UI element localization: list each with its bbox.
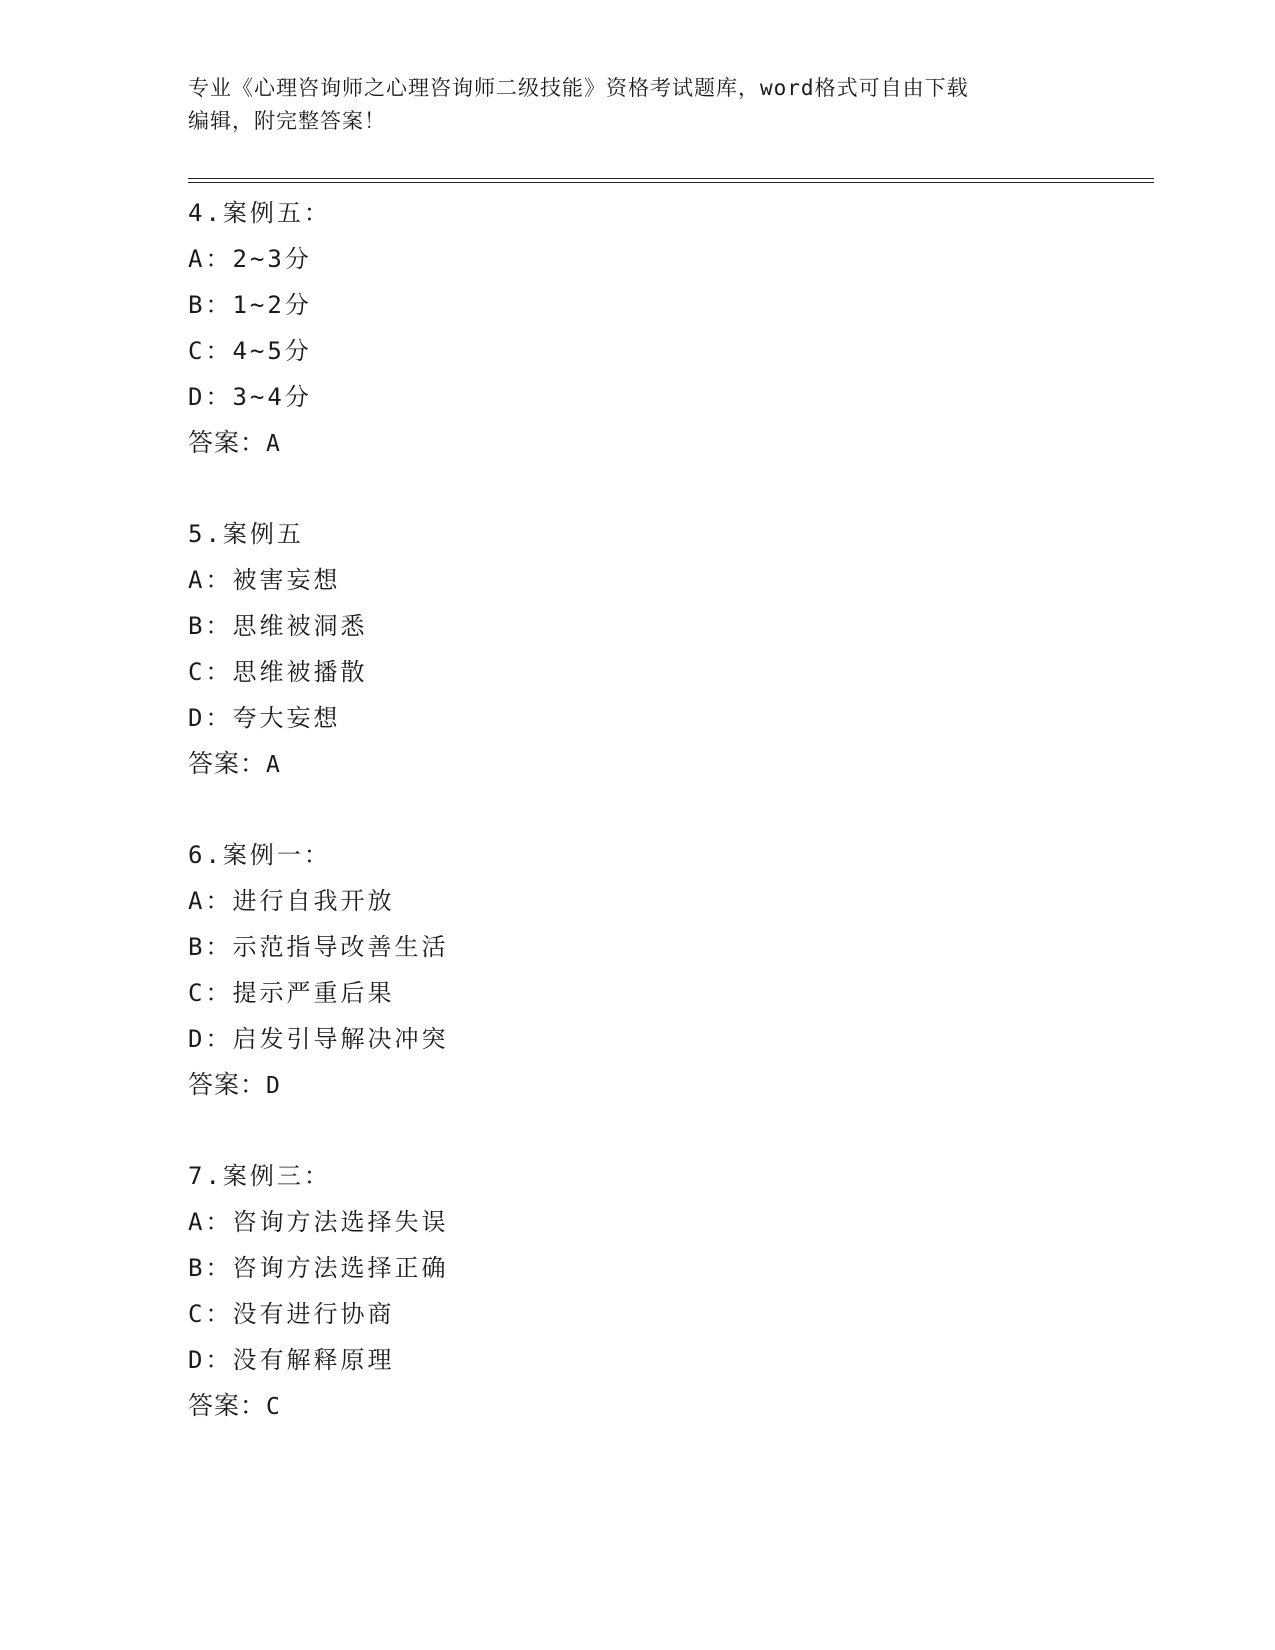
option-a: A：被害妄想 bbox=[188, 566, 341, 594]
option-a: A：2~3分 bbox=[188, 245, 312, 273]
question-4 bbox=[188, 190, 1088, 466]
question-6 bbox=[188, 832, 1088, 1108]
header-divider-top bbox=[188, 178, 1154, 179]
option-d: D：夸大妄想 bbox=[188, 704, 341, 732]
question-title: 7.案例三： bbox=[188, 1162, 331, 1190]
answer-label: 答案： bbox=[188, 749, 267, 778]
document-header bbox=[188, 72, 1088, 138]
answer-line bbox=[188, 420, 1088, 466]
option-c: C：没有进行协商 bbox=[188, 1300, 395, 1328]
header-line-1: 专业《心理咨询师之心理咨询师二级技能》资格考试题库，word格式可自由下载 bbox=[188, 76, 969, 100]
answer-value: D bbox=[266, 1073, 281, 1099]
option-c: C：4~5分 bbox=[188, 337, 312, 365]
answer-value: A bbox=[266, 752, 281, 778]
option-a: A：进行自我开放 bbox=[188, 887, 395, 915]
answer-line bbox=[188, 1062, 1088, 1108]
option-c: C：思维被播散 bbox=[188, 658, 368, 686]
option-c: C：提示严重后果 bbox=[188, 979, 395, 1007]
header-divider-bottom bbox=[188, 182, 1154, 183]
question-title: 6.案例一： bbox=[188, 841, 331, 869]
option-d: D：3~4分 bbox=[188, 383, 312, 411]
option-b: B：咨询方法选择正确 bbox=[188, 1254, 449, 1282]
header-line-2: 编辑，附完整答案！ bbox=[188, 109, 386, 133]
answer-value: C bbox=[266, 1394, 281, 1420]
answer-line bbox=[188, 1383, 1088, 1429]
answer-line bbox=[188, 741, 1088, 787]
option-b: B：思维被洞悉 bbox=[188, 612, 368, 640]
option-d: D：没有解释原理 bbox=[188, 1346, 395, 1374]
option-b: B：1~2分 bbox=[188, 291, 312, 319]
answer-value: A bbox=[266, 431, 281, 457]
question-list bbox=[188, 190, 1088, 1474]
option-b: B：示范指导改善生活 bbox=[188, 933, 449, 961]
answer-label: 答案： bbox=[188, 1391, 267, 1420]
answer-label: 答案： bbox=[188, 428, 267, 457]
question-5 bbox=[188, 511, 1088, 787]
question-title: 5.案例五 bbox=[188, 520, 304, 548]
option-d: D：启发引导解决冲突 bbox=[188, 1025, 449, 1053]
option-a: A：咨询方法选择失误 bbox=[188, 1208, 449, 1236]
answer-label: 答案： bbox=[188, 1070, 267, 1099]
question-title: 4.案例五： bbox=[188, 199, 331, 227]
question-7 bbox=[188, 1153, 1088, 1429]
